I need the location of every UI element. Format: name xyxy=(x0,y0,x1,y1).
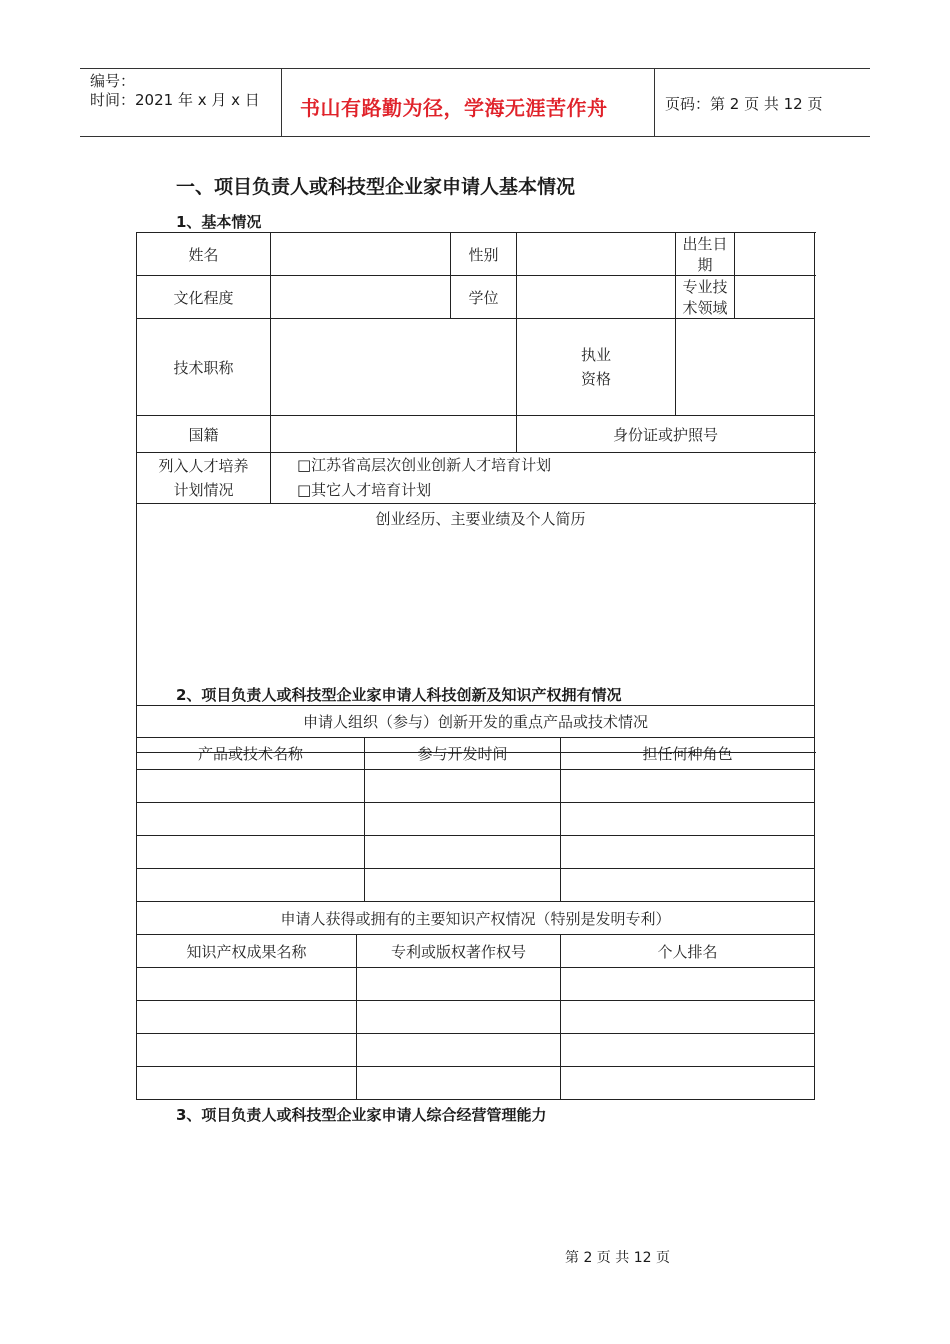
subsection-3-title: 3、项目负责人或科技型企业家申请人综合经营管理能力 xyxy=(176,1106,547,1124)
talent-option-other[interactable]: □其它人才培育计划 xyxy=(297,481,432,499)
qualification-label-line2: 资格 xyxy=(580,370,611,388)
products-cell[interactable] xyxy=(365,770,561,803)
qualification-field[interactable] xyxy=(676,319,815,416)
talent-plan-label xyxy=(137,453,271,504)
doc-number-label: 编号： xyxy=(90,72,136,90)
ip-cell[interactable] xyxy=(561,968,815,1001)
products-col-name: 产品或技术名称 xyxy=(137,738,365,770)
header-top-rule xyxy=(80,68,870,69)
birth-label: 出生日期 xyxy=(676,233,735,276)
doc-time-label: 时间：2021 年 x 月 x 日 xyxy=(90,91,260,109)
subsection-1-title: 1、基本情况 xyxy=(176,213,262,231)
products-cell[interactable] xyxy=(561,803,815,836)
nationality-label: 国籍 xyxy=(137,416,271,453)
products-cell[interactable] xyxy=(561,869,815,902)
table-row xyxy=(137,770,815,803)
products-heading: 申请人组织（参与）创新开发的重点产品或技术情况 xyxy=(137,706,815,738)
products-cell[interactable] xyxy=(365,836,561,869)
ip-cell[interactable] xyxy=(137,1067,357,1100)
ip-col-rank: 个人排名 xyxy=(561,935,815,968)
nationality-field[interactable] xyxy=(271,416,517,453)
ip-cell[interactable] xyxy=(561,1034,815,1067)
education-field[interactable] xyxy=(271,276,451,319)
header-page-info: 页码：第 2 页 共 12 页 xyxy=(665,95,823,113)
table-row xyxy=(137,1001,815,1034)
tech-title-field[interactable] xyxy=(271,319,517,416)
ip-cell[interactable] xyxy=(137,1034,357,1067)
field-field[interactable] xyxy=(735,276,815,319)
page-footer: 第 2 页 共 12 页 xyxy=(565,1250,670,1266)
header-slogan: 书山有路勤为径，学海无涯苦作舟 xyxy=(300,96,608,120)
education-label: 文化程度 xyxy=(137,276,271,319)
products-cell[interactable] xyxy=(137,836,365,869)
ip-col-number: 专利或版权著作权号 xyxy=(357,935,561,968)
ip-cell[interactable] xyxy=(561,1067,815,1100)
name-label: 姓名 xyxy=(137,233,271,276)
products-cell[interactable] xyxy=(137,770,365,803)
products-cell[interactable] xyxy=(137,869,365,902)
degree-field[interactable] xyxy=(517,276,676,319)
products-col-time: 参与开发时间 xyxy=(365,738,561,770)
section-title: 一、项目负责人或科技型企业家申请人基本情况 xyxy=(176,176,576,198)
table-row xyxy=(137,869,815,902)
basic-info-table xyxy=(136,232,815,753)
tech-title-label: 技术职称 xyxy=(137,319,271,416)
header-divider-right xyxy=(654,68,655,136)
table-row xyxy=(137,1034,815,1067)
ip-cell[interactable] xyxy=(137,968,357,1001)
header-divider-left xyxy=(281,68,282,136)
products-cell[interactable] xyxy=(561,836,815,869)
degree-label: 学位 xyxy=(451,276,517,319)
ip-cell[interactable] xyxy=(561,1001,815,1034)
gender-label: 性别 xyxy=(451,233,517,276)
header-bottom-rule xyxy=(80,136,870,137)
talent-plan-label-line1: 列入人才培养 xyxy=(158,457,249,475)
ip-cell[interactable] xyxy=(357,1067,561,1100)
talent-plan-options xyxy=(271,453,815,504)
ip-heading: 申请人获得或拥有的主要知识产权情况（特别是发明专利） xyxy=(137,902,815,935)
qualification-label-line1: 执业 xyxy=(580,346,611,364)
table-row xyxy=(137,968,815,1001)
ip-col-name: 知识产权成果名称 xyxy=(137,935,357,968)
table-row xyxy=(137,803,815,836)
birth-field[interactable] xyxy=(735,233,815,276)
ip-cell[interactable] xyxy=(357,968,561,1001)
name-field[interactable] xyxy=(271,233,451,276)
subsection-2-title: 2、项目负责人或科技型企业家申请人科技创新及知识产权拥有情况 xyxy=(176,686,622,704)
table-row xyxy=(137,836,815,869)
innovation-table xyxy=(136,705,815,1100)
ip-cell[interactable] xyxy=(137,1001,357,1034)
resume-label: 创业经历、主要业绩及个人简历 xyxy=(375,510,586,528)
products-col-role: 担任何种角色 xyxy=(561,738,815,770)
ip-cell[interactable] xyxy=(357,1001,561,1034)
talent-option-jiangsu[interactable]: □江苏省高层次创业创新人才培育计划 xyxy=(297,456,552,474)
gender-field[interactable] xyxy=(517,233,676,276)
id-label: 身份证或护照号 xyxy=(517,416,815,453)
field-label: 专业技术领域 xyxy=(676,276,735,319)
ip-cell[interactable] xyxy=(357,1034,561,1067)
products-cell[interactable] xyxy=(561,770,815,803)
table-row xyxy=(137,1067,815,1100)
products-cell[interactable] xyxy=(365,869,561,902)
qualification-label xyxy=(517,319,676,416)
products-cell[interactable] xyxy=(365,803,561,836)
talent-plan-label-line2: 计划情况 xyxy=(173,481,234,499)
products-cell[interactable] xyxy=(137,803,365,836)
